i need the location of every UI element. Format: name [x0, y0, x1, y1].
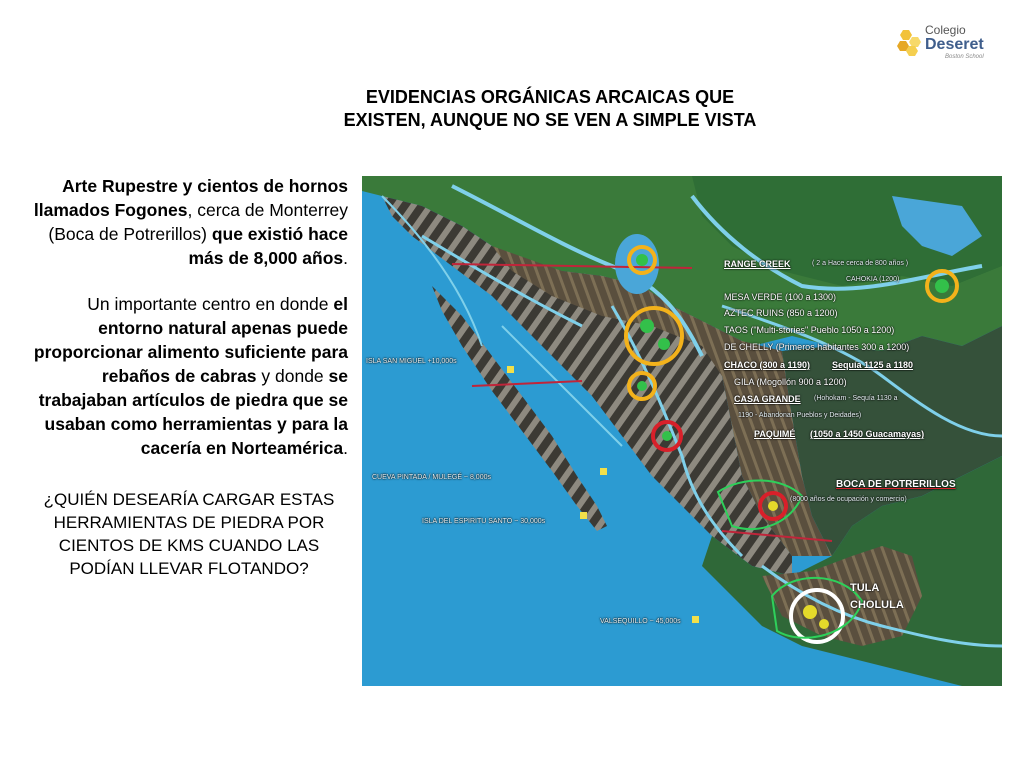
label-range-creek: RANGE CREEK — [724, 259, 791, 269]
label-cahokia: CAHOKIA (1200) — [846, 276, 900, 283]
left-text-column — [30, 174, 348, 597]
label-valsequillo: VALSEQUILLO ~ 45,000s — [600, 618, 681, 625]
label-aztec-ruins: AZTEC RUINS (850 a 1200) — [724, 308, 838, 318]
label-gila: GILA (Mogollón 900 a 1200) — [734, 377, 847, 387]
p2-text-3: . — [343, 438, 348, 458]
slide-title — [240, 86, 860, 132]
label-cholula: CHOLULA — [850, 599, 904, 611]
question-text: ¿QUIÉN DESEARÍA CARGAR ESTAS HERRAMIENTAS DE PIEDRA POR CIENTOS DE KMS CUANDO LAS PODÍAN LLEVAR FLOTANDO? — [43, 490, 335, 578]
paragraph-arte-rupestre — [30, 174, 348, 270]
p1-text-2: . — [343, 248, 348, 268]
paragraph-centro-importante — [30, 292, 348, 460]
label-paquime-note: (1050 a 1450 Guacamayas) — [810, 429, 925, 439]
label-range-creek-note: ( 2 a Hace cerca de 800 años ) — [812, 260, 909, 267]
label-boca-de-potrerillos: BOCA DE POTRERILLOS — [836, 479, 956, 490]
p1-bold-2: que existió hace más de 8,000 años — [188, 224, 348, 268]
p2-bold-1: el entorno natural apenas puede proporcionar alimento suficiente para rebaños de cabras — [33, 294, 348, 386]
label-de-chelly: DE CHELLY (Primeros habitantes 300 a 1200) — [724, 342, 910, 352]
label-cueva-pintada: CUEVA PINTADA / MULEGÉ ~ 8,000s — [372, 474, 491, 481]
logo-deseret-text: Deseret — [925, 36, 984, 53]
title-line-2: EXISTEN, AUNQUE NO SE VEN A SIMPLE VISTA — [343, 110, 757, 130]
label-mesa-verde: MESA VERDE (100 a 1300) — [724, 292, 837, 302]
logo-colegio-text: Colegio — [925, 23, 966, 37]
logo-tagline: Boston School — [945, 54, 984, 60]
map-image — [362, 176, 1002, 686]
label-chaco: CHACO (300 a 1190) — [724, 360, 811, 370]
p1-bold-1: Arte Rupestre y cientos de hornos llamados Fogones — [33, 176, 348, 220]
label-chaco-note: Sequía 1125 a 1180 — [832, 360, 914, 370]
title-line-1: EVIDENCIAS ORGÁNICAS ARCAICAS QUE — [365, 87, 735, 107]
label-casa-grande-note: (Hohokam - Sequía 1130 a — [814, 395, 898, 402]
p1-text-1: , cerca de Monterrey (Boca de Potrerillos) — [48, 200, 348, 244]
label-isla-espiritu-santo: ISLA DEL ESPIRITU SANTO ~ 30,000s — [422, 518, 546, 525]
label-taos: TAOS ("Multi-stories" Pueblo 1050 a 1200) — [724, 325, 895, 335]
label-tula: TULA — [850, 582, 880, 594]
p2-text-2: y donde — [256, 366, 329, 386]
p2-bold-2: se trabajaban artículos de piedra que se usaban como herramientas y para la cacería en Norteamérica — [38, 366, 348, 458]
label-casa-grande-note-2: 1190 - Abandonan Pueblos y Deidades) — [738, 412, 862, 419]
school-logo — [895, 24, 1005, 64]
p2-text-1: Un importante centro en donde — [87, 294, 334, 314]
label-paquime: PAQUIMÉ — [754, 429, 796, 439]
label-casa-grande: CASA GRANDE — [734, 394, 801, 404]
label-isla-san-miguel: ISLA SAN MIGUEL +10,000s — [366, 358, 457, 365]
hexagon-logo-icon — [895, 28, 925, 56]
label-boca-note: (8000 años de ocupación y comercio) — [790, 496, 907, 503]
